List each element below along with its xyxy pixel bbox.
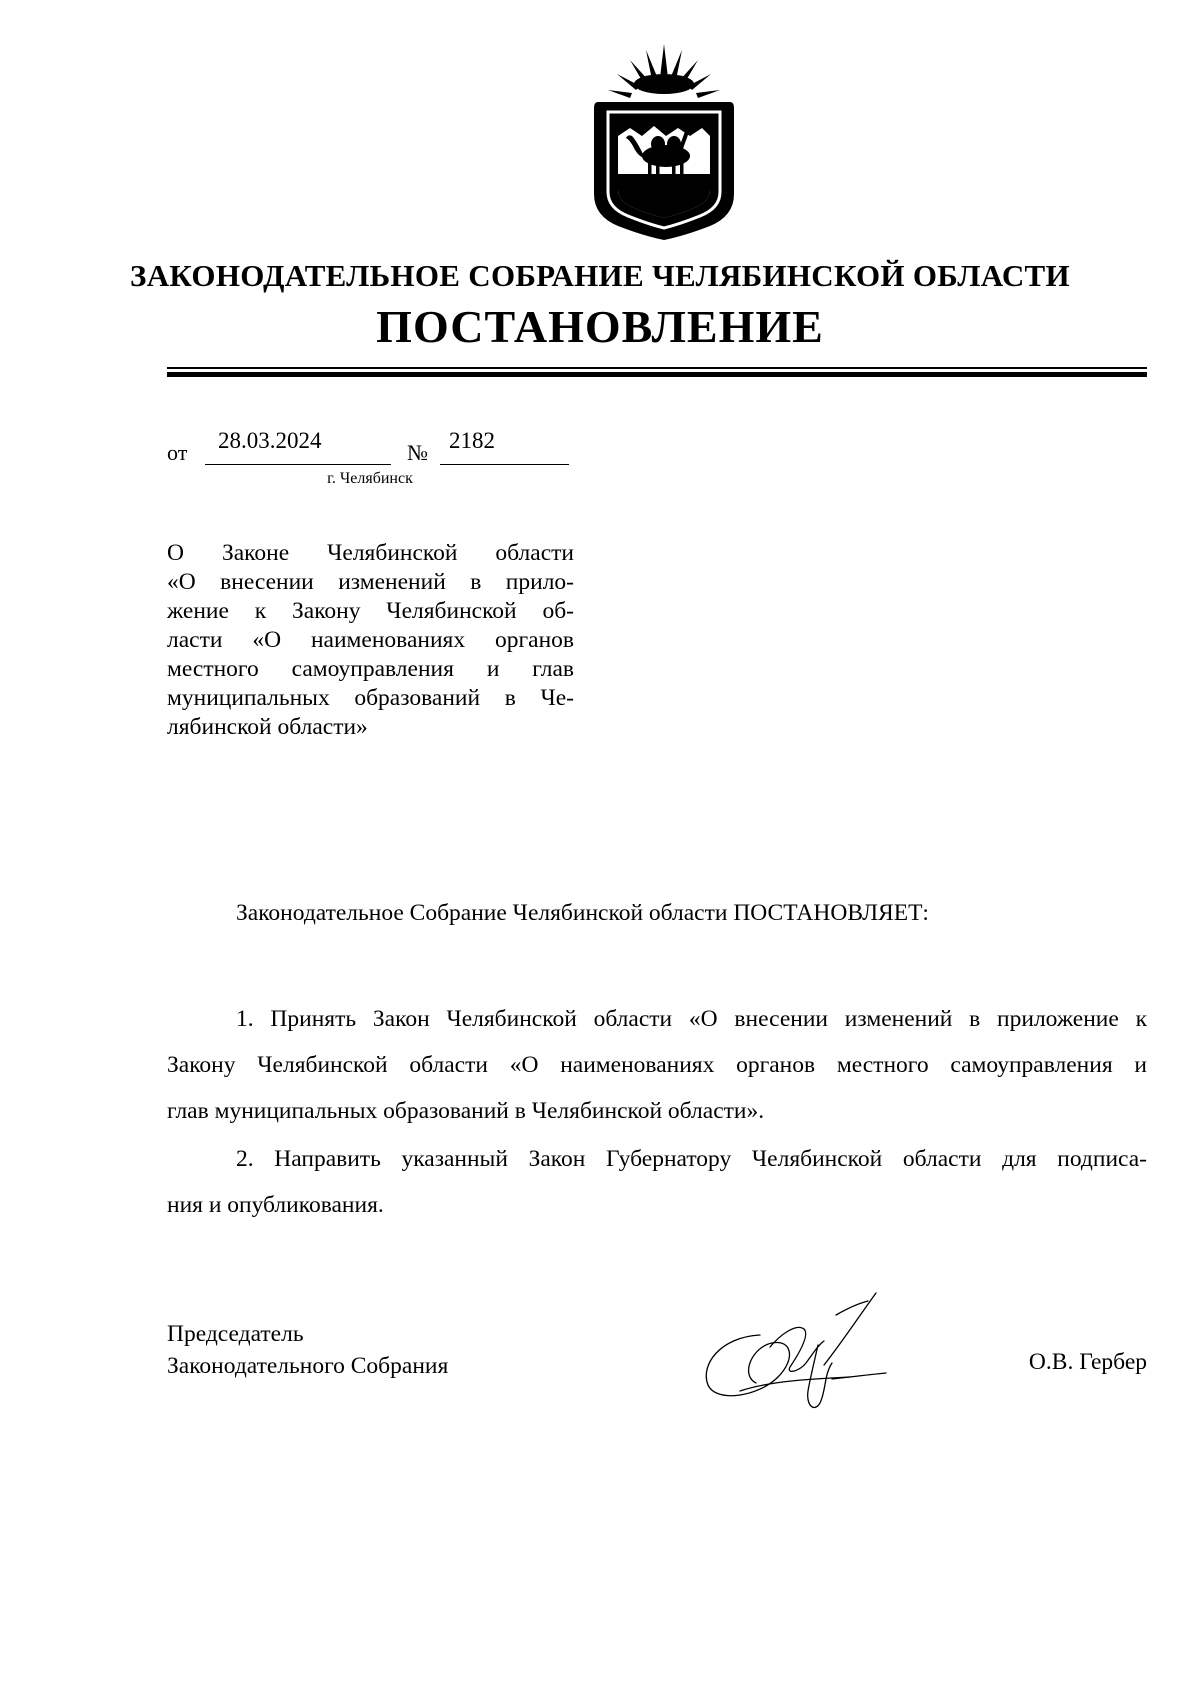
subject-line: О Законе Челябинской области xyxy=(167,540,574,566)
date-label: от xyxy=(167,440,188,465)
subject-line: «О внесении изменений в прило- xyxy=(167,569,574,595)
clause-line: Закону Челябинской области «О наименованиях органов местного самоуправления и xyxy=(167,1052,1147,1078)
handwritten-signature xyxy=(700,1285,930,1420)
document-type-title: ПОСТАНОВЛЕНИЕ xyxy=(376,301,824,352)
document-subject xyxy=(167,539,574,742)
clause-1 xyxy=(167,996,1147,1134)
city-label: г. Челябинск xyxy=(327,470,413,487)
organization-title: ЗАКОНОДАТЕЛЬНОЕ СОБРАНИЕ ЧЕЛЯБИНСКОЙ ОБЛАСТИ xyxy=(130,258,1070,293)
header-rule-thick xyxy=(167,372,1147,377)
number-value: 2182 xyxy=(449,428,495,453)
clause-line: глав муниципальных образований в Челябинской области». xyxy=(167,1098,765,1124)
signer-name: О.В. Гербер xyxy=(1028,1349,1147,1375)
number-label: № xyxy=(407,440,428,465)
subject-line: лябинской области» xyxy=(167,714,368,740)
signer-position-line: Законодательного Собрания xyxy=(167,1353,449,1379)
clause-line: 2. Направить указанный Закон Губернатору Челябинской области для подписа- xyxy=(236,1146,1147,1172)
header-rule-thin xyxy=(167,367,1147,369)
signer-position xyxy=(167,1318,448,1382)
clause-line: ния и опубликования. xyxy=(167,1192,384,1218)
decree-intro: Законодательное Собрание Челябинской области ПОСТАНОВЛЯЕТ: xyxy=(236,900,929,926)
date-value: 28.03.2024 xyxy=(218,428,322,453)
subject-line: местного самоуправления и глав xyxy=(167,656,574,682)
subject-line: жение к Закону Челябинской об- xyxy=(167,598,574,624)
date-underline xyxy=(205,464,391,465)
subject-line: муниципальных образований в Че- xyxy=(167,685,574,711)
number-underline xyxy=(440,464,569,465)
signer-position-line: Председатель xyxy=(167,1321,304,1347)
clause-2 xyxy=(167,1136,1147,1228)
subject-line: ласти «О наименованиях органов xyxy=(167,627,574,653)
coat-of-arms-emblem xyxy=(584,44,744,240)
clause-line: 1. Принять Закон Челябинской области «О внесении изменений в приложение к xyxy=(236,1006,1147,1032)
